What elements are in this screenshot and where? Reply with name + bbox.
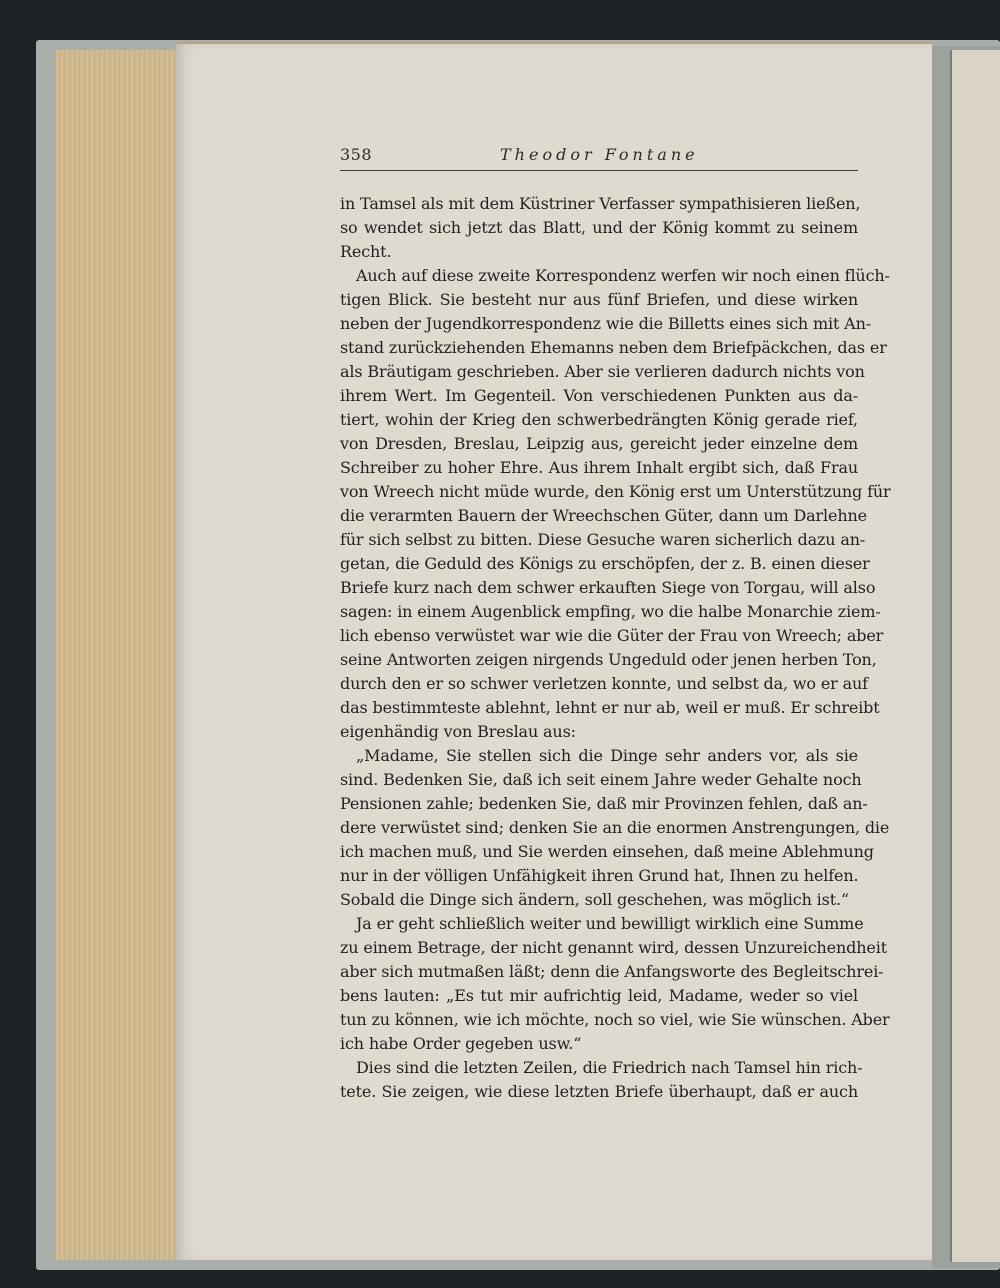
text-line: „Madame, Sie stellen sich die Dinge sehr anders vor, als sie <box>356 746 858 765</box>
text-line: zu einem Betrage, der nicht genannt wird, dessen Unzureichendheit <box>340 938 887 957</box>
text-line: tigen Blick. Sie besteht nur aus fünf Briefen, und diese wirken <box>340 290 858 309</box>
text-line: lich ebenso verwüstet war wie die Güter der Frau von Wreech; aber <box>340 626 884 645</box>
text-line: neben der Jugendkorrespondenz wie die Billetts eines sich mit An- <box>340 314 871 333</box>
text-line: eigenhändig von Breslau aus: <box>340 722 576 741</box>
text-line: Pensionen zahle; bedenken Sie, daß mir Provinzen fehlen, daß an- <box>340 794 868 813</box>
text-line: aber sich mutmaßen läßt; denn die Anfangsworte des Begleitschrei- <box>340 962 884 981</box>
text-line: für sich selbst zu bitten. Diese Gesuche waren sicherlich dazu an- <box>340 530 866 549</box>
text-line: in Tamsel als mit dem Küstriner Verfasser sympathisieren ließen, <box>340 194 861 213</box>
text-line: als Bräutigam geschrieben. Aber sie verlieren dadurch nichts von <box>340 362 865 381</box>
text-line: tun zu können, wie ich möchte, noch so viel, wie Sie wünschen. Aber <box>340 1010 890 1029</box>
page-number: 358 <box>340 145 373 164</box>
text-line: tete. Sie zeigen, wie diese letzten Briefe überhaupt, daß er auch <box>340 1082 858 1101</box>
text-line: durch den er so schwer verletzen konnte, und selbst da, wo er auf <box>340 674 868 693</box>
text-line: Ja er geht schließlich weiter und bewilligt wirklich eine Summe <box>356 914 864 933</box>
text-line: Schreiber zu hoher Ehre. Aus ihrem Inhalt ergibt sich, daß Frau <box>340 458 858 477</box>
body-text <box>340 192 891 1104</box>
text-line: von Wreech nicht müde wurde, den König erst um Unterstützung für <box>340 482 891 501</box>
text-line: ich habe Order gegeben usw.“ <box>340 1034 582 1053</box>
text-line: Dies sind die letzten Zeilen, die Friedrich nach Tamsel hin rich- <box>356 1058 863 1077</box>
text-line: tiert, wohin der Krieg den schwerbedrängten König gerade rief, <box>340 410 858 429</box>
text-line: Auch auf diese zweite Korrespondenz werfen wir noch einen flüch- <box>356 266 890 285</box>
text-line: die verarmten Bauern der Wreechschen Güter, dann um Darlehne <box>340 506 867 525</box>
text-line: das bestimmteste ablehnt, lehnt er nur ab, weil er muß. Er schreibt <box>340 698 880 717</box>
page-stack-edges <box>56 50 179 1260</box>
facing-page-edge <box>950 50 1000 1262</box>
text-line: Recht. <box>340 242 392 261</box>
text-line: Sobald die Dinge sich ändern, soll geschehen, was möglich ist.“ <box>340 890 849 909</box>
text-line: so wendet sich jetzt das Blatt, und der König kommt zu seinem <box>340 218 858 237</box>
text-line: nur in der völligen Unfähigkeit ihren Grund hat, Ihnen zu helfen. <box>340 866 859 885</box>
text-line: ich machen muß, und Sie werden einsehen, daß meine Ablehmung <box>340 842 874 861</box>
text-line: ihrem Wert. Im Gegenteil. Von verschiedenen Punkten aus da- <box>340 386 858 405</box>
text-line: bens lauten: „Es tut mir aufrichtig leid, Madame, weder so viel <box>340 986 858 1005</box>
text-line: seine Antworten zeigen nirgends Ungeduld oder jenen herben Ton, <box>340 650 877 669</box>
text-line: dere verwüstet sind; denken Sie an die enormen Anstrengungen, die <box>340 818 890 837</box>
text-line: Briefe kurz nach dem schwer erkauften Siege von Torgau, will also <box>340 578 876 597</box>
text-line: sind. Bedenken Sie, daß ich seit einem Jahre weder Gehalte noch <box>340 770 862 789</box>
text-line: stand zurückziehenden Ehemanns neben dem Briefpäckchen, das er <box>340 338 887 357</box>
text-line: getan, die Geduld des Königs zu erschöpfen, der z. B. einen dieser <box>340 554 870 573</box>
page-header <box>340 144 858 171</box>
text-line: von Dresden, Breslau, Leipzig aus, gereicht jeder einzelne dem <box>340 434 858 453</box>
text-line: sagen: in einem Augenblick empfing, wo die halbe Monarchie ziem- <box>340 602 881 621</box>
running-title: Theodor Fontane <box>500 145 699 164</box>
